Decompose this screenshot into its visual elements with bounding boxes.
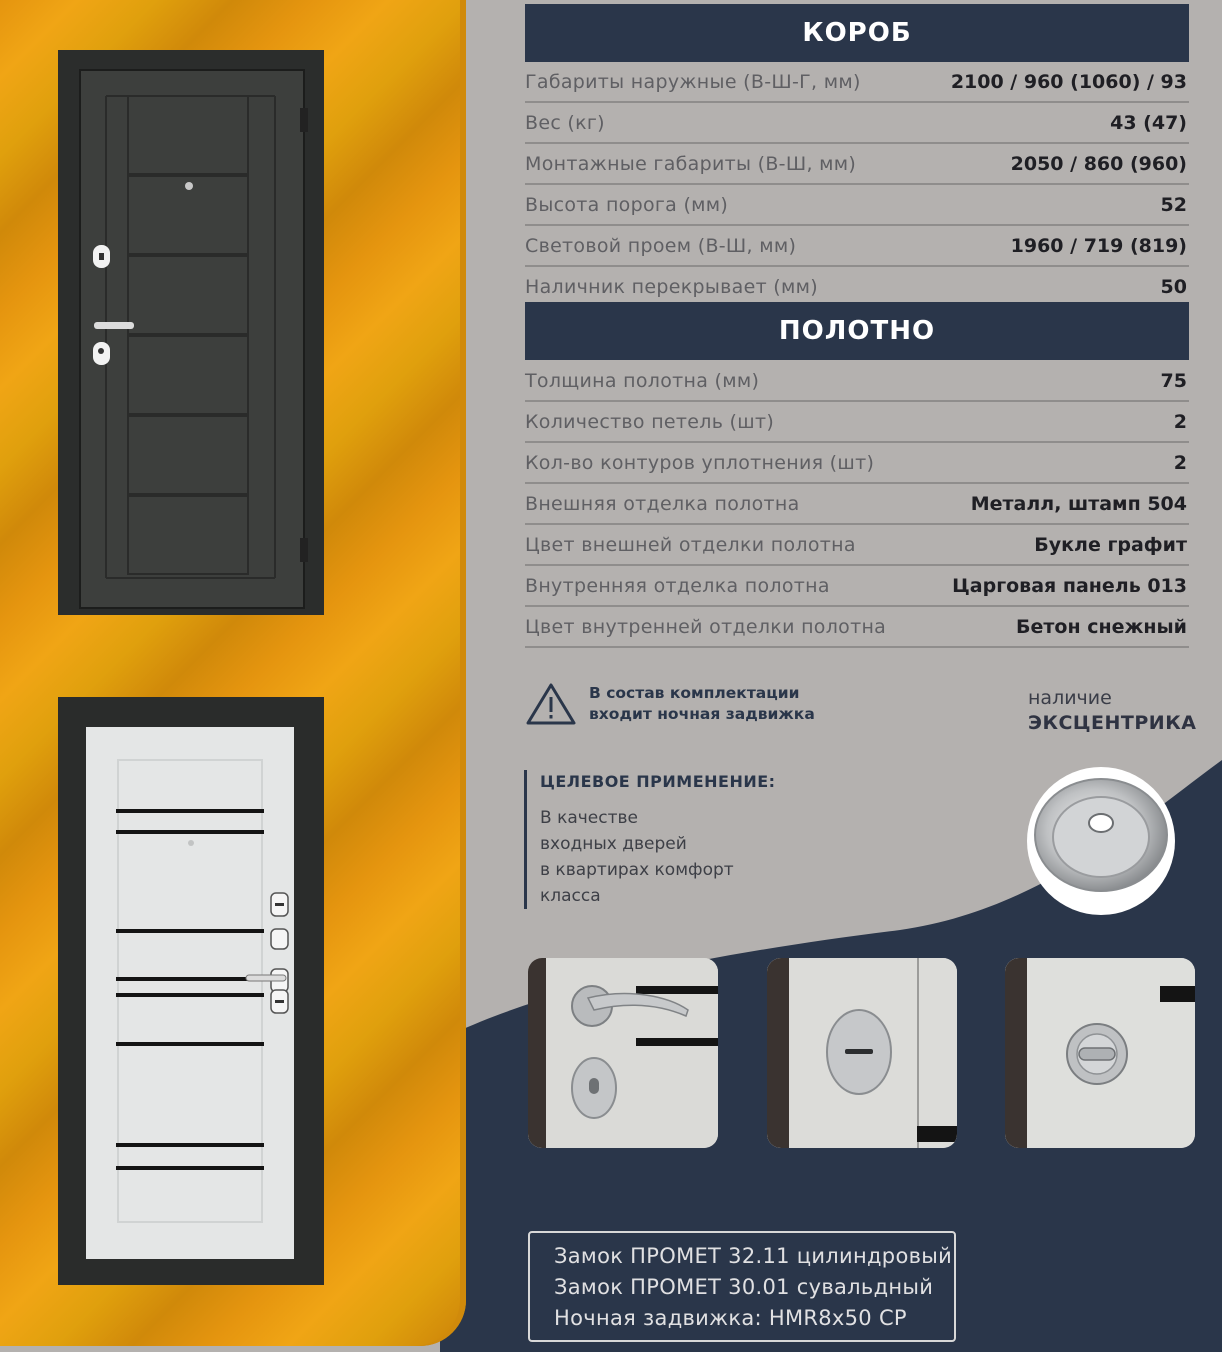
- table-row: [525, 103, 1189, 144]
- spec-label: Внутренняя отделка полотна: [525, 574, 830, 597]
- lock-line: Замок ПРОМЕТ 32.11 цилиндровый: [554, 1244, 953, 1268]
- spec-value: 50: [1160, 275, 1187, 298]
- table-row: [525, 607, 1189, 648]
- spec-label: Внешняя отделка полотна: [525, 492, 800, 515]
- lock-line: Ночная задвижка: HMR8x50 CP: [554, 1306, 907, 1330]
- inner-door-image: [58, 697, 324, 1285]
- table-row: [525, 566, 1189, 607]
- polotno-header: ПОЛОТНО: [525, 302, 1189, 360]
- table-row: [525, 185, 1189, 226]
- eccentric-label: [1028, 686, 1196, 736]
- locks-info-box: [528, 1231, 956, 1342]
- spec-value: 2: [1173, 451, 1187, 474]
- warning-line: В состав комплектации: [589, 684, 800, 702]
- table-row: [525, 484, 1189, 525]
- spec-value: 52: [1160, 193, 1187, 216]
- table-row: [525, 525, 1189, 566]
- table-row: [525, 443, 1189, 484]
- spec-value: 2050 / 860 (960): [1010, 152, 1187, 175]
- spec-label: Высота порога (мм): [525, 193, 729, 216]
- table-row: [525, 62, 1189, 103]
- eccentric-line: наличие: [1028, 687, 1112, 709]
- spec-value: 2100 / 960 (1060) / 93: [950, 70, 1187, 93]
- target-use-block: [524, 770, 776, 909]
- spec-label: Световой проем (В-Ш, мм): [525, 234, 797, 257]
- door-images-panel: [0, 0, 466, 1346]
- warning-line: входит ночная задвижка: [589, 705, 815, 723]
- spec-value: Бетон снежный: [1016, 615, 1187, 638]
- eccentric-title: ЭКСЦЕНТРИКА: [1028, 712, 1197, 734]
- spec-label: Кол-во контуров уплотнения (шт): [525, 451, 875, 474]
- spec-value: Букле графит: [1034, 533, 1187, 556]
- outer-door-image: [58, 50, 324, 615]
- target-use-text: В качестве входных дверей в квартирах комфорт класса: [540, 808, 734, 906]
- lock-line: Замок ПРОМЕТ 30.01 сувальдный: [554, 1275, 934, 1299]
- target-use-title: ЦЕЛЕВОЕ ПРИМЕНЕНИЕ:: [540, 772, 776, 791]
- spec-label: Цвет внутренней отделки полотна: [525, 615, 887, 638]
- table-row: [525, 402, 1189, 443]
- spec-label: Вес (кг): [525, 111, 605, 134]
- table-row: [525, 144, 1189, 185]
- spec-label: Наличник перекрывает (мм): [525, 275, 818, 298]
- night-latch-closeup-image: [1005, 958, 1195, 1148]
- spec-value: 75: [1160, 369, 1187, 392]
- spec-label: Цвет внешней отделки полотна: [525, 533, 856, 556]
- spec-label: Монтажные габариты (В-Ш, мм): [525, 152, 857, 175]
- polotno-spec-table: [525, 361, 1189, 648]
- eccentric-image: [1025, 765, 1177, 917]
- spec-value: 2: [1173, 410, 1187, 433]
- spec-value: Металл, штамп 504: [970, 492, 1187, 515]
- spec-value: Царговая панель 013: [952, 574, 1187, 597]
- table-row: [525, 267, 1189, 306]
- night-latch-notice: [525, 682, 815, 726]
- keyhole-closeup-image: [767, 958, 957, 1148]
- table-row: [525, 226, 1189, 267]
- spec-label: Габариты наружные (В-Ш-Г, мм): [525, 70, 861, 93]
- spec-label: Толщина полотна (мм): [525, 369, 760, 392]
- warning-text: [589, 683, 815, 725]
- spec-value: 43 (47): [1110, 111, 1187, 134]
- spec-label: Количество петель (шт): [525, 410, 775, 433]
- spec-value: 1960 / 719 (819): [1010, 234, 1187, 257]
- korob-spec-table: [525, 62, 1189, 306]
- table-row: [525, 361, 1189, 402]
- handle-closeup-image: [528, 958, 718, 1148]
- warning-icon: [525, 682, 577, 726]
- korob-header: КОРОБ: [525, 4, 1189, 62]
